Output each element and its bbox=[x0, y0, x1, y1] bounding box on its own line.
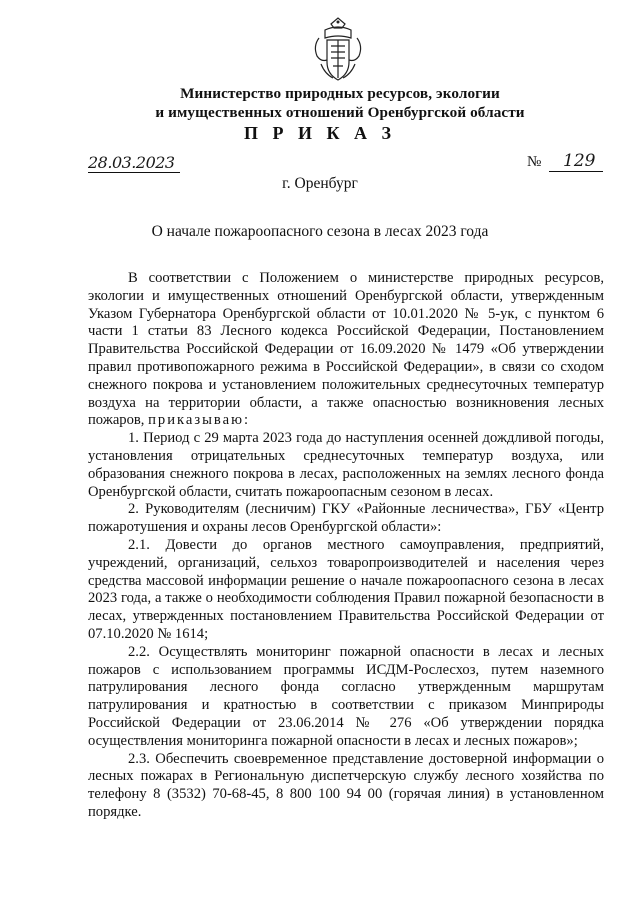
city: г. Оренбург bbox=[282, 175, 358, 192]
paragraph-1: 1. Период с 29 марта 2023 года до наступления осенней дождливой погоды, установления отрицательных среднесуточных температур воздуха, или образования снежного покрова в лесах, расположенных на землях лесного фонда Оренбургской области, считать пожароопасным сезоном в лесах. bbox=[88, 430, 604, 500]
order-number bbox=[527, 152, 603, 172]
order-body bbox=[88, 270, 604, 822]
ministry-header: Министерство природных ресурсов, экологии и имущественных отношений Оренбургской области bbox=[155, 85, 525, 121]
document-type-title: П Р И К А З bbox=[243, 123, 397, 143]
paragraph-2: 2. Руководителям (лесничим) ГКУ «Районные лесничества», ГБУ «Центр пожаротушения и охраны лесов Оренбургской области»: bbox=[88, 501, 604, 536]
preamble: В соответствии с Положением о министерстве природных ресурсов, экологии и имущественных отношений Оренбургской области, утвержденным Указом Губернатора Оренбургской области от 10.01.2020 № 5-ук, с пунктом 6 части 1 статьи 83 Лесного кодекса Российской Федерации, Постановлением Правительства Российской Федерации от 16.09.2020 № 1479 «Об утверждении правил противопожарного режима в Российской Федерации», в связи со сходом снежного покрова и установлением положительных среднесуточных температур воздуха на территории области, а также опасностью возникновения лесных пожаров, приказываю: bbox=[88, 270, 604, 429]
handwritten-date: 28.03.2023 bbox=[88, 153, 175, 172]
order-date bbox=[88, 152, 180, 173]
paragraph-2-3: 2.3. Обеспечить своевременное представление достоверной информации о лесных пожарах в Региональную диспетчерскую службу лесного хозяйства по телефону 8 (3532) 70-68-45, 8 800 100 94 00 (горячая линия) в установленном порядке. bbox=[88, 750, 604, 820]
paragraph-2-2: 2.2. Осуществлять мониторинг пожарной опасности в лесах и лесных пожаров с использованием программы ИСДМ-Рослесхоз, путем наземного патрулирования лесного фонда согласно утвержденным маршрутам патрулирования и кратностью в соответствии с приказом Минприроды Российской Федерации от 23.06.2014 № 276 «Об утверждении порядка осуществления мониторинга пожарной опасности в лесах и лесных пожаров»; bbox=[88, 643, 604, 749]
order-verb: приказываю: bbox=[148, 412, 251, 429]
number-sign: № bbox=[527, 154, 542, 170]
coat-of-arms-icon bbox=[311, 16, 365, 86]
paragraph-2-1: 2.1. Довести до органов местного самоуправления, предприятий, учреждений, организаций, сельхоз товаропроизводителей и населения через средства массовой информации решение о начале пожароопасного сезона в лесах 2023 года, а также о необходимости соблюдения Правил пожарной безопасности в лесах, утвержденных постановлением Правительства Российской Федерации от 07.10.2020 № 1614; bbox=[88, 536, 604, 642]
handwritten-number: 129 bbox=[563, 151, 596, 171]
order-subject: О начале пожароопасного сезона в лесах 2023 года bbox=[151, 223, 489, 240]
